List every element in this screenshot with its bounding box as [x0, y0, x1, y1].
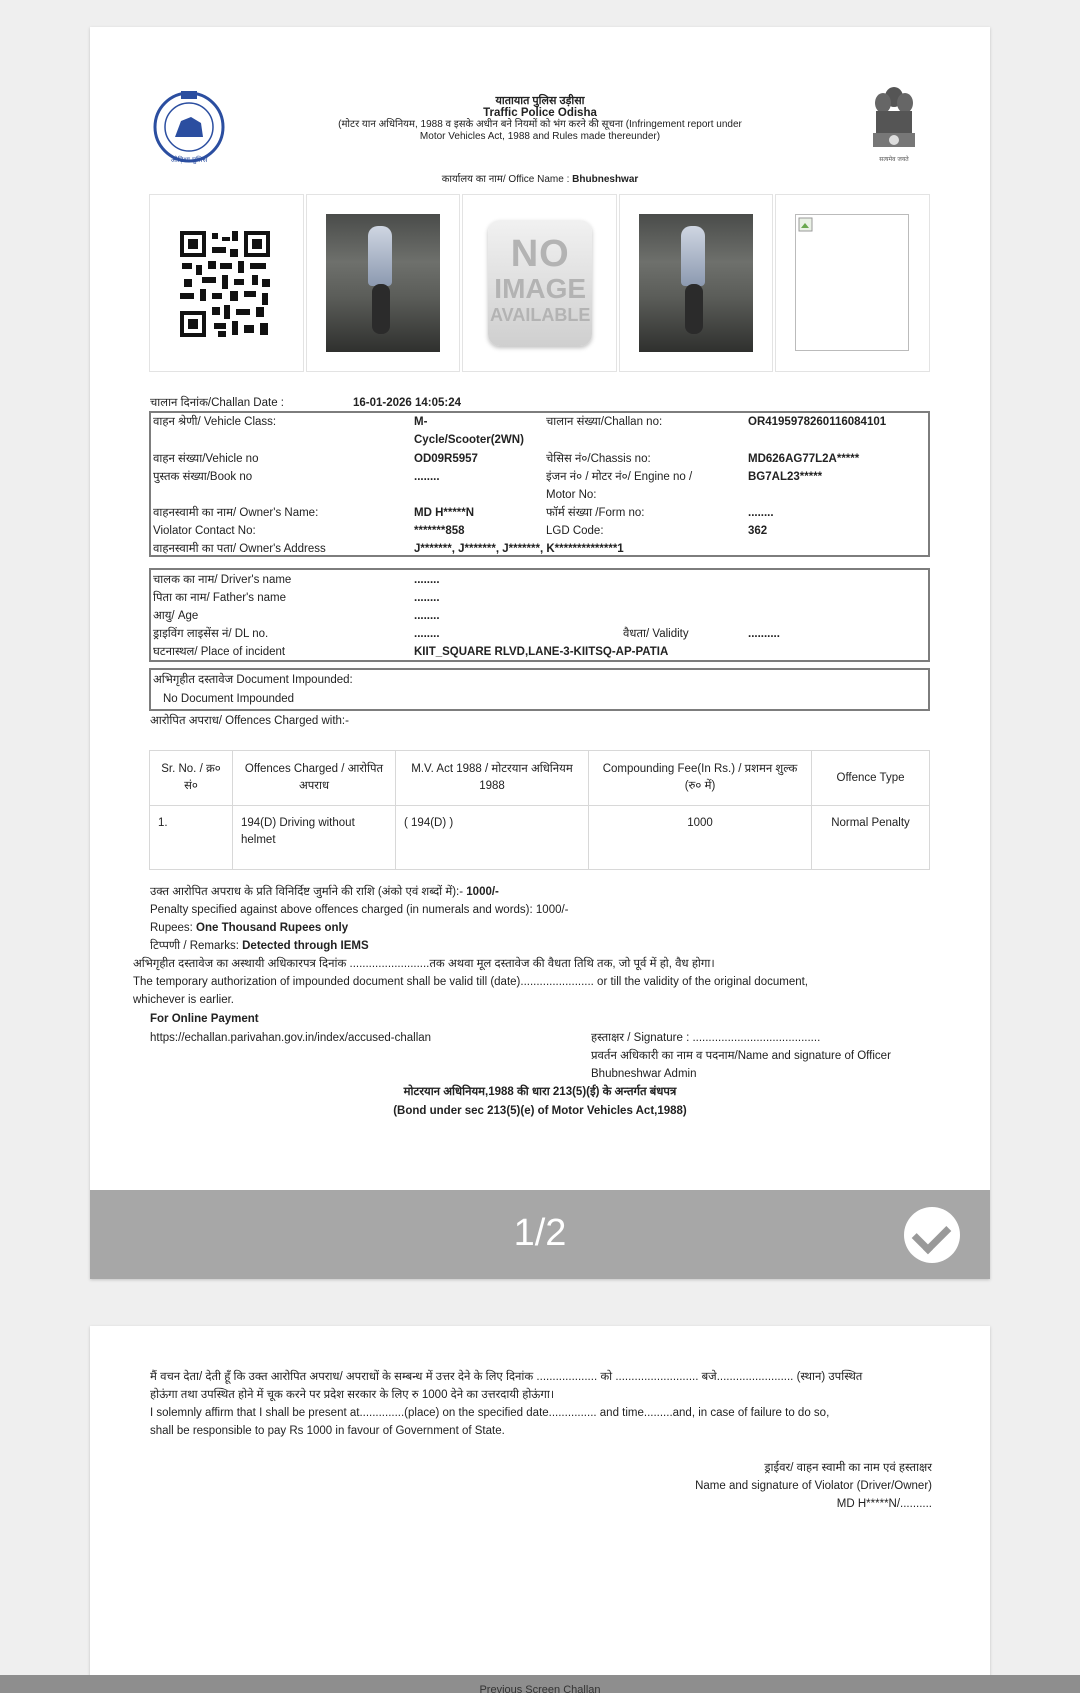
challan-no-value: OR4195978260116084101 — [748, 416, 887, 428]
affirm-english-2: shall be responsible to pay Rs 1000 in favour of Government of State. — [150, 1425, 505, 1437]
col-offence: Offences Charged / आरोपित अपराध — [233, 751, 396, 806]
affirm-hindi-1: मैं वचन देता/ देती हूँ कि उक्त आरोपित अपराध/ अपराधों के सम्बन्ध में उत्तर देने के लिए दिनांक ................... को .......................... बजे........................ (स्थान) उपस्थित — [150, 1371, 863, 1383]
father-name-label: पिता का नाम/ Father's name — [153, 592, 287, 604]
broken-image-cell — [775, 194, 930, 372]
violator-signature-hindi: ड्राईवर/ वाहन स्वामी का नाम एवं हस्ताक्षर — [764, 1462, 932, 1474]
page-indicator-bar — [90, 1190, 990, 1279]
challan-date-label: चालान दिनांक/Challan Date : — [150, 397, 284, 409]
row-fee: 1000 — [589, 806, 812, 870]
offences-label: आरोपित अपराध/ Offences Charged with:- — [150, 715, 349, 727]
vehicle-class-value-2: Cycle/Scooter(2WN) — [414, 434, 524, 446]
logo-text: ओड़िशा पुलिस — [170, 156, 208, 164]
address-label: वाहनस्वामी का पता/ Owner's Address — [153, 543, 326, 555]
header-title-block — [270, 95, 810, 143]
driver-name-value: ........ — [414, 574, 440, 586]
dl-no-value: ........ — [414, 628, 440, 640]
penalty-remarks: टिप्पणी / Remarks: Detected through IEMS — [150, 940, 369, 952]
address-value: J*******, J*******, J*******, K**************1 — [414, 543, 624, 555]
office-name: कार्यालय का नाम/ Office Name : Bhubneshwar — [441, 174, 639, 185]
table-row — [150, 806, 930, 870]
col-mv-act: M.V. Act 1988 / मोटरयान अधिनियम 1988 — [396, 751, 589, 806]
temp-authorization-hindi: अभिगृहीत दस्तावेज का अस्थायी अधिकारपत्र दिनांक .........................तक अथवा मूल दस्तावेज की वैधता तिथि तक, जो पूर्व में हो, वैध होगा। — [133, 958, 715, 970]
owner-name-value: MD H*****N — [414, 507, 475, 519]
vehicle-class-value-1: M- — [414, 416, 428, 428]
temp-authorization-english-2: whichever is earlier. — [133, 994, 234, 1006]
online-payment-label: For Online Payment — [150, 1013, 259, 1025]
book-no-label: पुस्तक संख्या/Book no — [153, 471, 253, 483]
engine-label-1: इंजन नं० / मोटर नं०/ Engine no / — [546, 471, 693, 483]
driver-name-label: चालक का नाम/ Driver's name — [153, 574, 292, 586]
temp-authorization-english: The temporary authorization of impounded document shall be valid till (date)....................... or till the validity of the original document, — [133, 976, 809, 988]
violator-signature-english: Name and signature of Violator (Driver/Owner) — [695, 1480, 932, 1492]
row-offence: 194(D) Driving without helmet — [233, 806, 396, 870]
place-value: KIIT_SQUARE RLVD,LANE-3-KIITSQ-AP-PATIA — [414, 646, 669, 658]
vehicle-details-box — [149, 411, 930, 557]
chassis-value: MD626AG77L2A***** — [748, 453, 860, 465]
age-value: ........ — [414, 610, 440, 622]
col-fee: Compounding Fee(In Rs.) / प्रशमन शुल्क (रु० में) — [589, 751, 812, 806]
chassis-label: चेसिस नं०/Chassis no: — [546, 453, 651, 465]
bond-hindi: मोटरयान अधिनियम,1988 की धारा 213(5)(ई) के अन्तर्गत बंधपत्र — [403, 1086, 677, 1098]
validity-label: वैधता/ Validity — [623, 628, 689, 640]
documents-label: अभिगृहीत दस्तावेज Document Impounded: — [153, 674, 353, 686]
title-english: Traffic Police Odisha — [483, 107, 597, 119]
officer-label: प्रवर्तन अधिकारी का नाम व पदनाम/Name and signature of Officer — [591, 1050, 891, 1062]
online-payment-link[interactable]: https://echallan.parivahan.gov.in/index/accused-challan — [150, 1032, 432, 1044]
form-no-value: ........ — [748, 507, 774, 519]
offences-header-row — [150, 751, 930, 806]
evidence-photo-2[interactable] — [639, 214, 753, 352]
odisha-police-logo — [151, 87, 227, 167]
penalty-english: Penalty specified against above offences charged (in numerals and words): 1000/- — [150, 904, 569, 916]
engine-label-2: Motor No: — [546, 489, 597, 501]
vehicle-class-label: वाहन श्रेणी/ Vehicle Class: — [153, 416, 277, 428]
vehicle-no-label: वाहन संख्या/Vehicle no — [153, 453, 259, 465]
validity-value: .......... — [748, 628, 780, 640]
lgd-value: 362 — [748, 525, 768, 537]
affirm-hindi-2: होऊंगा तथा उपस्थित होने में चूक करने पर प्रदेश सरकार के लिए रु 1000 देने का उत्तरदायी होऊंगा। — [150, 1389, 555, 1401]
challan-date-value: 16-01-2026 14:05:24 — [353, 397, 462, 409]
challan-page-1 — [90, 27, 990, 1279]
signature-label: हस्ताक्षर / Signature : ........................................ — [591, 1032, 821, 1044]
row-type: Normal Penalty — [812, 806, 930, 870]
engine-value: BG7AL23***** — [748, 471, 823, 483]
bond-english: (Bond under sec 213(5)(e) of Motor Vehicles Act,1988) — [393, 1105, 687, 1117]
evidence-photo-1[interactable] — [326, 214, 440, 352]
book-no-value: ........ — [414, 471, 440, 483]
broken-image-icon — [795, 214, 909, 351]
violator-signature-value: MD H*****N/.......... — [836, 1498, 932, 1510]
place-label: घटनास्थल/ Place of incident — [153, 646, 286, 658]
emblem-text: सत्यमेव जयते — [879, 156, 909, 163]
evidence-photo-1-cell — [306, 194, 461, 372]
evidence-images — [149, 194, 930, 372]
challan-page-2 — [90, 1326, 990, 1693]
documents-box — [149, 668, 930, 711]
challan-no-label: चालान संख्या/Challan no: — [546, 416, 663, 428]
offences-table — [149, 750, 930, 870]
dl-no-label: ड्राइविंग लाइसेंस नं/ DL no. — [153, 628, 269, 640]
owner-name-label: वाहनस्वामी का नाम/ Owner's Name: — [153, 507, 319, 519]
evidence-photo-2-cell — [619, 194, 774, 372]
vehicle-no-value: OD09R5957 — [414, 453, 478, 465]
father-name-value: ........ — [414, 592, 440, 604]
qr-code-cell — [149, 194, 304, 372]
contact-label: Violator Contact No: — [153, 525, 256, 537]
lgd-label: LGD Code: — [546, 525, 604, 537]
page-indicator: 1/2 — [513, 1212, 567, 1254]
affirm-english-1: I solemnly affirm that I shall be present at..............(place) on the specified date............... and time.........and, in case of failure to do so, — [150, 1407, 830, 1419]
subtitle-line-2: Motor Vehicles Act, 1988 and Rules made thereunder) — [419, 131, 661, 142]
col-type: Offence Type — [812, 751, 930, 806]
form-no-label: फॉर्म संख्या /Form no: — [546, 507, 645, 519]
footer-strip: Previous Screen Challan — [0, 1675, 1080, 1693]
contact-value: *******858 — [414, 525, 465, 537]
no-image-cell — [462, 194, 617, 372]
col-sr-no: Sr. No. / क्र० सं० — [150, 751, 233, 806]
officer-value: Bhubneshwar Admin — [591, 1068, 697, 1080]
row-mv-act: ( 194(D) ) — [396, 806, 589, 870]
subtitle-line-1: (मोटर यान अधिनियम, 1988 व इसके अधीन बने नियमों को भंग करने की सूचना (Infringement report under — [338, 119, 742, 130]
driver-details-box — [149, 568, 930, 662]
documents-value: No Document Impounded — [163, 693, 295, 705]
age-label: आयु/ Age — [153, 610, 199, 622]
national-emblem — [864, 83, 924, 167]
no-image-placeholder: NO IMAGE AVAILABLE — [488, 220, 592, 346]
row-sr-no: 1. — [150, 806, 233, 870]
checkmark-icon[interactable] — [904, 1207, 960, 1263]
qr-code-icon — [178, 229, 272, 339]
title-hindi: यातायात पुलिस उड़ीसा — [495, 95, 585, 107]
penalty-hindi: उक्त आरोपित अपराध के प्रति विनिर्दिष्ट जुर्माने की राशि (अंको एवं शब्दों में):- 1000/- — [150, 886, 499, 898]
penalty-rupees: Rupees: One Thousand Rupees only — [150, 922, 349, 934]
